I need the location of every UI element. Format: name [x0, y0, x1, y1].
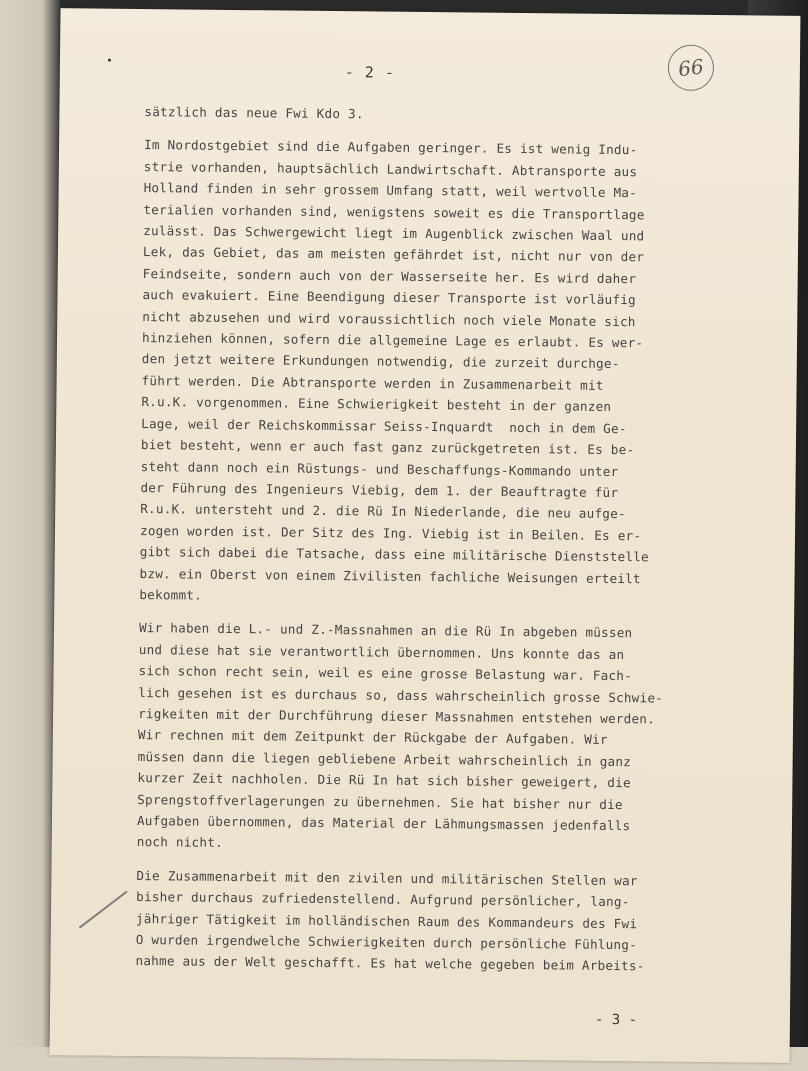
text-line: Sprengstoffverlagerungen zu übernehmen. Sie hat bisher nur die	[137, 791, 623, 812]
text-line: auch evakuiert. Eine Beendigung dieser Transporte ist vorläufig	[142, 287, 636, 308]
text-line: Im Nordostgebiet sind die Aufgaben geringer. Es ist wenig Indu-	[143, 137, 638, 158]
text-line: sätzlich das neue Fwi Kdo 3.	[144, 104, 364, 122]
text-line: hinziehen können, sofern die allgemeine Lage es erlaubt. Es wer-	[141, 330, 644, 351]
text-line: R.u.K. vorgenommen. Eine Schwierigkeit besteht in der ganzen	[141, 394, 612, 415]
document-page	[50, 8, 801, 1063]
text-line: nahme aus der Welt geschafft. Es hat welche gegeben beim Arbeits-	[135, 953, 645, 974]
text-line: Wir haben die L.- und Z.-Massnahmen an die Rü In abgeben müssen	[138, 620, 633, 641]
paragraph	[139, 134, 739, 611]
text-line: gibt sich dabei die Tatsache, dass eine militärische Dienststelle	[139, 544, 649, 565]
text-line: den jetzt weitere Erkundungen notwendig, die zurzeit durchge-	[141, 351, 620, 372]
body-text	[135, 101, 739, 990]
text-line: müssen dann die liegen gebliebene Arbeit wahrscheinlich in ganz	[137, 748, 632, 769]
stray-ink-dot	[108, 59, 111, 62]
text-line: O wurden irgendwelche Schwierigkeiten durch persönliche Fühlung-	[135, 932, 638, 953]
text-line: und diese hat sie verantwortlich übernommen. Uns konnte das an	[138, 641, 625, 662]
text-line: R.u.K. untersteht und 2. die Rü In Niederlande, die neu aufge-	[140, 501, 626, 522]
text-line: bekommt.	[139, 586, 203, 603]
text-line: zulässt. Das Schwergewicht liegt im Augenblick zwischen Waal und	[143, 223, 645, 244]
folio-number-circled: 66	[665, 42, 717, 94]
text-line: jähriger Tätigkeit im holländischen Raum des Kommandeurs des Fwi	[135, 910, 638, 931]
text-line: zogen worden ist. Der Sitz des Ing. Viebig ist in Beilen. Es er-	[139, 522, 642, 543]
text-line: nicht abzusehen und wird voraussichtlich noch viele Monate sich	[142, 308, 636, 329]
text-line: führt werden. Die Abtransporte werden in Zusammenarbeit mit	[141, 372, 604, 393]
text-line: bzw. ein Oberst von einem Zivilisten fachliche Weisungen erteilt	[139, 565, 641, 586]
text-line: steht dann noch ein Rüstungs- und Beschaffungs-Kommando unter	[140, 458, 619, 479]
text-line: Wir rechnen mit dem Zeitpunkt der Rückgabe der Aufgaben. Wir	[137, 727, 608, 748]
text-line: bisher durchaus zufriedenstellend. Aufgrund persönlicher, lang-	[136, 889, 630, 910]
paragraph	[144, 101, 739, 129]
text-line: Die Zusammenarbeit mit den zivilen und militärischen Stellen war	[136, 867, 638, 889]
text-line: Feindseite, sondern auch von der Wasserseite her. Es wird daher	[142, 265, 637, 287]
page-number: - 2 -	[344, 63, 396, 82]
paragraph	[137, 617, 734, 859]
text-line: terialien vorhanden sind, wenigstens soweit es die Transportlage	[143, 201, 645, 222]
text-line: kurzer Zeit nachholen. Die Rü In hat sich bisher geweigert, die	[137, 770, 631, 791]
catchword-next-page: - 3 -	[594, 1011, 638, 1029]
paragraph	[135, 865, 731, 978]
text-line: rigkeiten mit der Durchführung dieser Massnahmen entstehen werden.	[138, 705, 656, 727]
text-line: Holland finden in sehr grossem Umfang statt, weil wertvolle Ma-	[143, 180, 638, 201]
text-line: sich schon recht sein, weil es eine grosse Belastung war. Fach-	[138, 663, 633, 684]
text-line: strie vorhanden, hauptsächlich Landwirtschaft. Abtransporte aus	[143, 158, 638, 180]
text-line: Lek, das Gebiet, das am meisten gefährdet ist, nicht nur von der	[142, 244, 645, 265]
text-line: Lage, weil der Reichskommissar Seiss-Inquardt noch in dem Ge-	[141, 415, 627, 436]
text-line: der Führung des Ingenieurs Viebig, dem 1. der Beauftragte für	[140, 479, 619, 500]
text-line: noch nicht.	[136, 834, 224, 851]
text-line: Aufgaben übernommen, das Material der Lähmungsmassen jedenfalls	[136, 813, 631, 834]
pencil-margin-mark	[79, 891, 128, 929]
text-line: lich gesehen ist es durchaus so, dass wahrscheinlich grosse Schwie-	[138, 684, 664, 706]
text-line: biet besteht, wenn er auch fast ganz zurückgetreten ist. Es be-	[140, 437, 635, 458]
